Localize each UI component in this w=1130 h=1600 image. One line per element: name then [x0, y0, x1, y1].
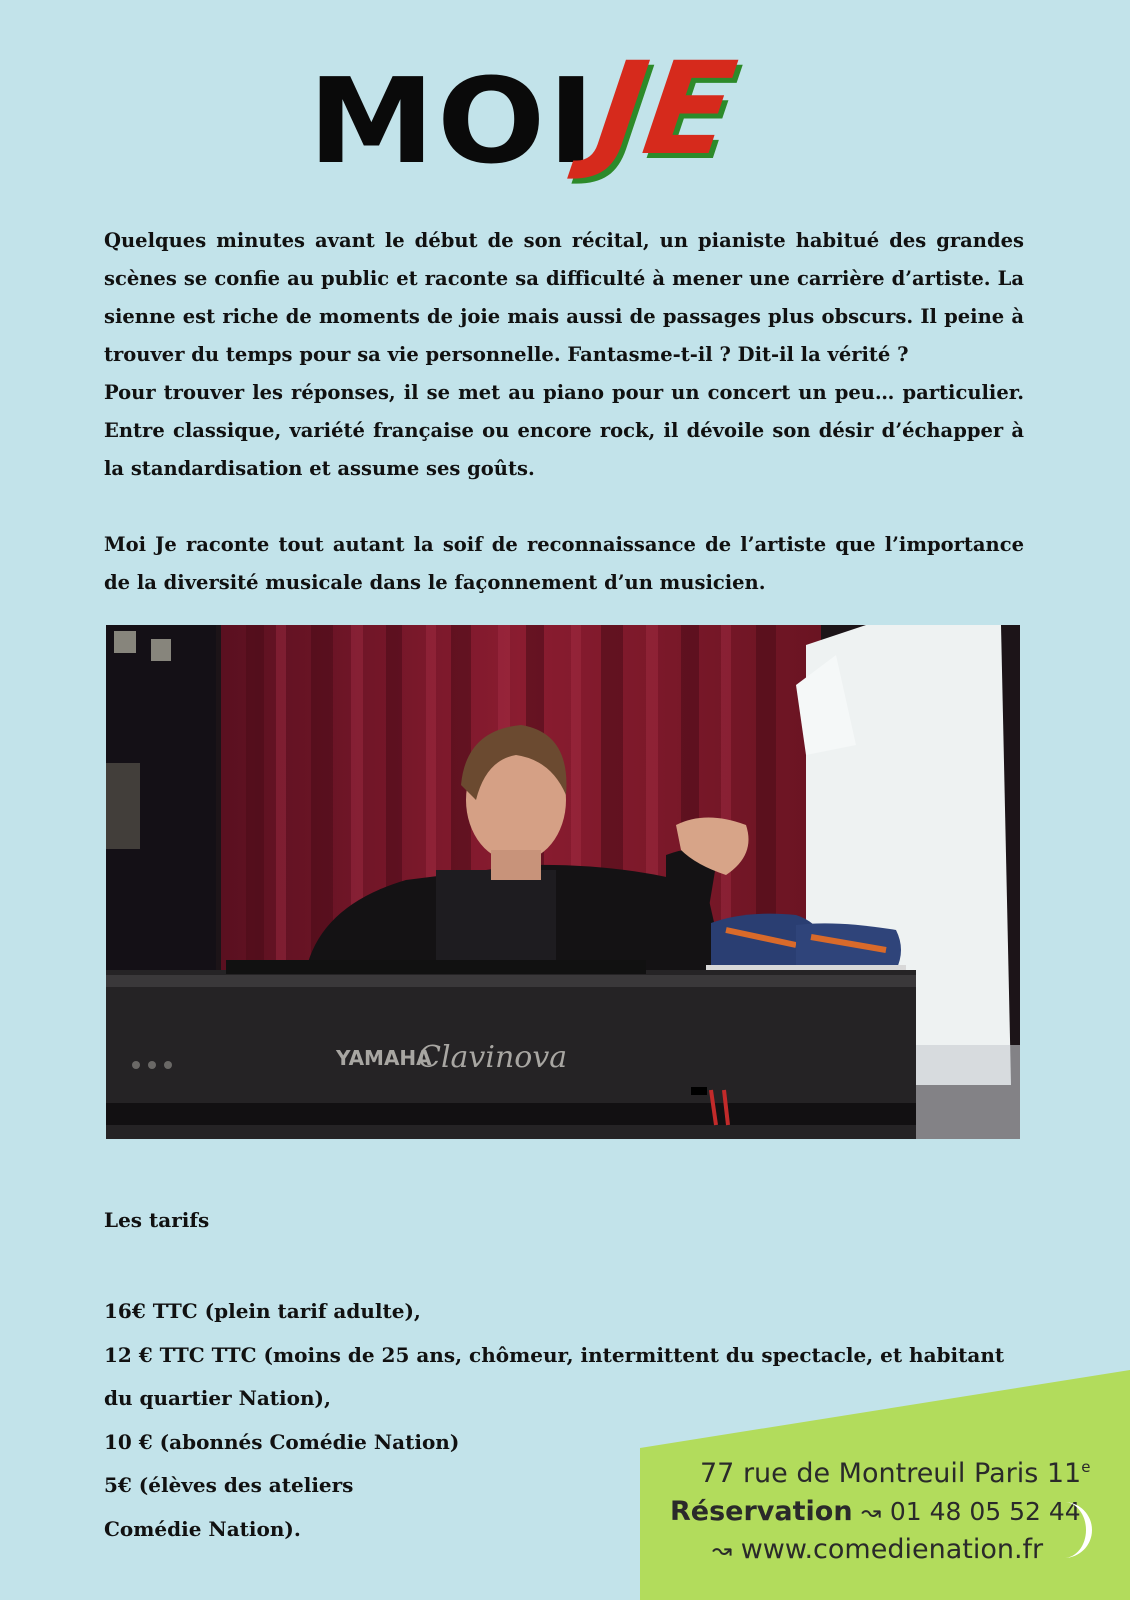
address-text: 77 rue de Montreuil Paris 11 [700, 1458, 1082, 1489]
reservation-label: Réservation [670, 1496, 853, 1527]
arrow-icon: ↝ [861, 1498, 882, 1526]
tarif-item: 12 € TTC TTC (moins de 25 ans, chômeur, intermittent du spectacle, et habitant du quartier Nation), [104, 1342, 1005, 1410]
description-paragraph-1: Quelques minutes avant le début de son récital, un pianiste habitué des grandes scènes se confie au public et raconte sa difficulté à mener une carrière d’artiste. La sienne est riche de moments de joie mais aussi de passages plus obscurs. Il peine à trouver du temps pour sa vie personnelle. Fantasme-t-il ? Dit-il la vérité ? [104, 229, 1024, 366]
piano-model-text: Clavinova [418, 1040, 568, 1075]
theatre-address [700, 1458, 1090, 1489]
pianist-photo-illustration [106, 625, 1020, 1139]
reservation-line [670, 1496, 1081, 1527]
description-paragraph-2: Moi Je raconte tout autant la soif de reconnaissance de l’artiste que l’importance de la diversité musicale dans le façonnement d’un musicien. [104, 533, 1024, 594]
website-link[interactable]: www.comedienation.fr [740, 1534, 1044, 1565]
tarif-item: 5€ (élèves des ateliers [104, 1473, 354, 1497]
poster-title [0, 35, 1130, 190]
title-je: JE [587, 35, 744, 184]
title-moi: MOI [308, 52, 598, 190]
description-block [104, 222, 1024, 488]
phone-number[interactable]: 01 48 05 52 44 [889, 1497, 1081, 1526]
performance-photo [106, 625, 1020, 1139]
tarif-item: 10 € (abonnés Comédie Nation) [104, 1429, 460, 1454]
website-line [712, 1534, 1043, 1565]
address-superscript: e [1081, 1458, 1091, 1476]
tarifs-heading: Les tarifs [104, 1208, 210, 1232]
description-paragraph-1b: Pour trouver les réponses, il se met au piano pour un concert un peu… particulier. Entre classique, variété française ou encore rock, il dévoile son désir d’échapper à la standardisation et assume ses goûts. [104, 381, 1024, 480]
arrow-icon: ↝ [712, 1536, 733, 1564]
crescent-moon-icon [1050, 1500, 1096, 1560]
tarif-item: 16€ TTC (plein tarif adulte), [104, 1299, 421, 1323]
tarif-item: Comédie Nation). [104, 1516, 301, 1541]
piano-brand-text: YAMAHA [336, 1046, 432, 1070]
